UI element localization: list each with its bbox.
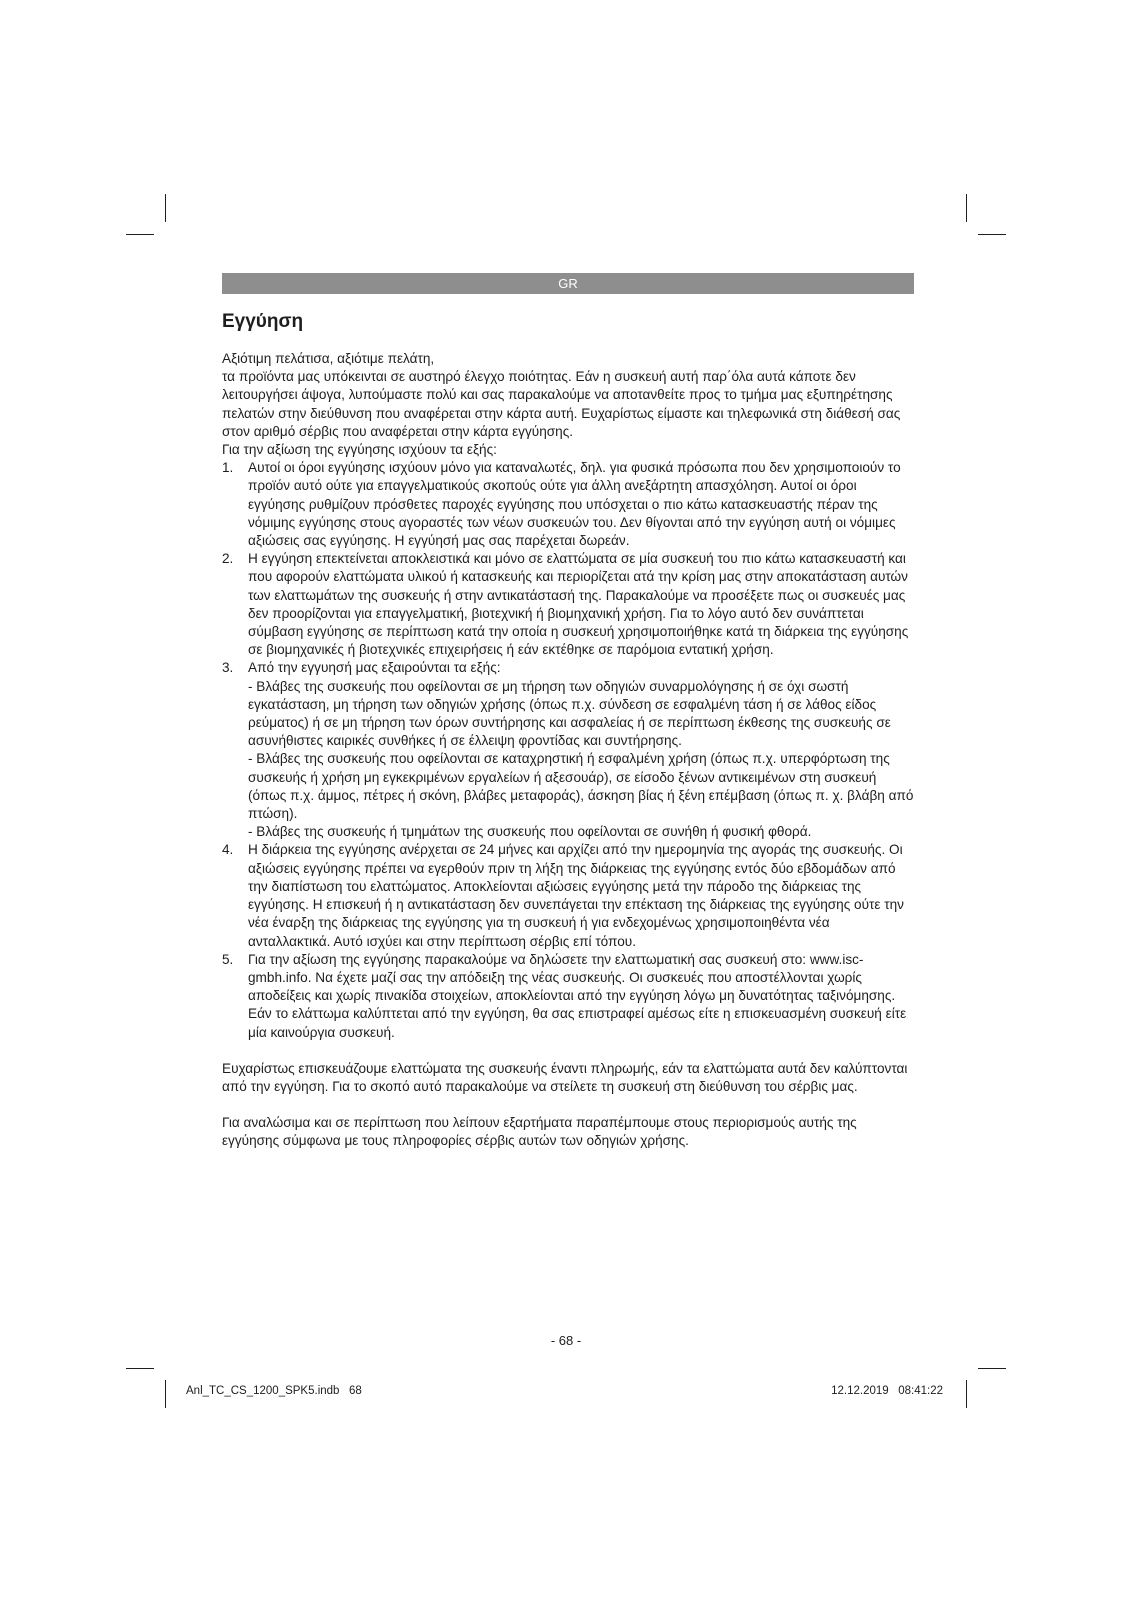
language-code: GR — [558, 276, 578, 291]
crop-mark — [966, 1380, 967, 1408]
condition-text: Για την αξίωση της εγγύησης παρακαλούμε να δηλώσετε την ελαττωματική σας συσκευή στο: www.isc-gmbh.info. Να έχετε μαζί σας την απόδειξη της νέας συσκευής. Οι συσκευές που αποστέλλονται χωρίς αποδείξεις και χωρίς πινακίδα στοιχείων, αποκλείονται από την εγγύηση λόγω μη δυνατότητας ταξινόμησης. Εάν το ελάττωμα καλύπτεται από την εγγύηση, θα σας επιστραφεί αμέσως είτε η επισκευασμένη συσκευή είτε μία καινούργια συσκευή. — [248, 951, 907, 1040]
list-item: 1. Αυτοί οι όροι εγγύησης ισχύουν μόνο για καταναλωτές, δηλ. για φυσικά πρόσωπα που δεν χρησιμοποιούν το προϊόν αυτό ούτε για επαγγελματικούς σκοπούς ούτε για άλλη ανεξάρτητη απασχόληση. Αυτοί οι όροι εγγύησης ρυθμίζουν πρόσθετες παροχές εγγύησης που υπόσχεται ο πιο κάτω κατασκευαστής πέραν της νόμιμης εγγύησης στους αγοραστές των νέων συσκευών του. Δεν θίγονται από την εγγύηση αυτή οι νόμιμες αξιώσεις σας εγγύησης. Η εγγύησή μας σας παρέχεται δωρεάν. — [222, 460, 901, 549]
condition-text: Από την εγγυησή μας εξαιρούνται τα εξής: — [248, 660, 501, 676]
exclusion-item: - Βλάβες της συσκευής ή τμημάτων της συσκευής που οφείλονται σε συνήθη ή φυσική φθορά. — [248, 824, 812, 840]
condition-text: Η εγγύηση επεκτείνεται αποκλειστικά και μόνο σε ελαττώματα σε μία συσκευή του πιο κάτω κατασκευαστή και που αφορούν ελαττώματα υλικού ή κατασκευής και περιορίζεται ατά την κρίση μας στην αποκατάσταση αυτών των ελαττωμάτων της συσκευής ή στην αντικατάστασή της. Παρακαλούμε να προσέξετε πως οι συσκευές μας δεν προορίζονται για επαγγελματική, βιοτεχνική ή βιομηχανική χρήση. Για το λόγο αυτό δεν συνάπτεται σύμβαση εγγύησης σε περίπτωση κατά την οποία η συσκευή χρησιμοποιήθηκε κατά τη διάρκεια της εγγύησης σε βιομηχανικές ή βιοτεχνικές επιχειρήσεις ή εάν εκτέθηκε σε παρόμοια εντατική χρήση. — [248, 551, 909, 658]
list-item: 4. Η διάρκεια της εγγύησης ανέρχεται σε 24 μήνες και αρχίζει από την ημερομηνία της αγοράς της συσκευής. Οι αξιώσεις εγγύησης πρέπει να εγερθούν πριν τη λήξη της διάρκειας της εγγύησης εντός δύο εβδομάδων από την διαπίστωση του ελαττώματος. Αποκλείονται αξιώσεις εγγύησης μετά την πάροδο της διάρκειας της εγγύησης. Η επισκευή ή η αντικατάσταση δεν συνεπάγεται την επέκταση της διάρκειας της εγγύησης ούτε την νέα έναρξη της διάρκειας της εγγύησης για τη συσκευή ή για ενδεχομένως χρησιμοποιηθέντα νέα ανταλλακτικά. Αυτό ισχύει και στην περίπτωση σέρβις επί τόπου. — [222, 842, 904, 949]
salutation: Αξιότιμη πελάτισα, αξιότιμε πελάτη, — [222, 351, 435, 366]
crop-mark — [165, 194, 166, 222]
conditions-lead: Για την αξίωση της εγγύησης ισχύουν τα εξής: — [222, 442, 497, 458]
consumables-paragraph: Για αναλώσιμα και σε περίπτωση που λείπουν εξαρτήματα παραπέμπουμε στους περιορισμούς αυτής της εγγύησης σύμφωνα με τους πληροφορίες σέρβις αυτών των οδηγιών χρήσης. — [222, 1115, 857, 1149]
crop-mark — [978, 234, 1006, 235]
paid-repair-paragraph: Ευχαρίστως επισκευάζουμε ελαττώματα της συσκευής έναντι πληρωμής, εάν τα ελαττώματα αυτά δεν καλύπτονται από την εγγύηση. Για το σκοπό αυτό παρακαλούμε να στείλετε τη συσκευή στη διεύθυνση του σέρβις μας. — [222, 1060, 908, 1094]
crop-mark — [126, 234, 154, 235]
crop-mark — [126, 1368, 154, 1369]
exclusion-item: - Βλάβες της συσκευής που οφείλονται σε καταχρηστική ή εσφαλμένη χρήση (όπως π.χ. υπερφόρτωση της συσκευής ή χρήση μη εγκεκριμένων εργαλείων ή αξεσουάρ), σε είσοδο ξένων αντικειμένων στη συσκευή (όπως π.χ. άμμος, πέτρες ή σκόνη, βλάβες μεταφοράς), άσκηση βίας ή ξένη επέμβαση (όπως π. χ. βλάβη από πτώση). — [248, 751, 914, 822]
page-title: Εγγύηση — [222, 311, 304, 332]
condition-text: Η διάρκεια της εγγύησης ανέρχεται σε 24 μήνες και αρχίζει από την ημερομηνία της αγοράς της συσκευής. Οι αξιώσεις εγγύησης πρέπει να εγερθούν πριν τη λήξη της διάρκειας της εγγύησης εντός δύο εβδομάδων από την διαπίστωση του ελαττώματος. Αποκλείονται αξιώσεις εγγύησης μετά την πάροδο της διάρκειας της εγγύησης. Η επισκευή ή η αντικατάσταση δεν συνεπάγεται την επέκταση της διάρκειας της εγγύησης ούτε την νέα έναρξη της διάρκειας της εγγύησης για τη συσκευή ή για ενδεχομένως χρησιμοποιηθέντα νέα ανταλλακτικά. Αυτό ισχύει και στην περίπτωση σέρβις επί τόπου. — [248, 842, 904, 949]
intro-paragraph: τα προϊόντα μας υπόκεινται σε αυστηρό έλεγχο ποιότητας. Εάν η συσκευή αυτή παρ΄όλα αυτά κάποτε δεν λειτουργήσει άψογα, λυπούμαστε πολύ και σας παρακαλούμε να αποτανθείτε προς το τμήμα μας εξυπηρέτησης πελατών στην διεύθυνση που αναφέρεται στην κάρτα αυτή. Ευχαρίστως είμαστε και τηλεφωνικά στη διάθεσή σας στον αριθμό σέρβις που αναφέρεται στην κάρτα εγγύησης. — [222, 369, 901, 439]
language-header-bar — [222, 273, 914, 294]
footer-filename: Anl_TC_CS_1200_SPK5.indb 68 — [186, 1385, 362, 1397]
list-item: 3. Από την εγγυησή μας εξαιρούνται τα εξής: - Βλάβες της συσκευής που οφείλονται σε μη τήρηση των οδηγιών συναρμολόγησης ή σε όχι σωστή εγκατάσταση, μη τήρηση των οδηγιών χρήσης (όπως π.χ. σύνδεση σε εσφαλμένη τάση ή σε λάθος είδος ρεύματος) ή σε μη τήρηση των όρων συντήρησης και ασφαλείας ή σε περίπτωση έκθεσης της συσκευής σε ασυνήθιστες καιρικές συνθήκες ή σε έλλειψη φροντίδας και συντήρησης. - Βλάβες της συσκευής που οφείλονται σε καταχρηστική ή εσφαλμένη χρήση (όπως π.χ. υπερφόρτωση της συσκευής ή χρήση μη εγκεκριμένων εργαλείων ή αξεσουάρ), σε είσοδο ξένων αντικειμένων στη συσκευή (όπως π.χ. άμμος, πέτρες ή σκόνη, βλάβες μεταφοράς), άσκηση βίας ή ξένη επέμβαση (όπως π. χ. βλάβη από πτώση). - Βλάβες της συσκευής ή τμημάτων της συσκευής που οφείλονται σε συνήθη ή φυσική φθορά. — [222, 659, 914, 841]
warranty-text — [222, 350, 914, 1151]
conditions-list — [222, 459, 914, 1042]
exclusion-item: - Βλάβες της συσκευής που οφείλονται σε μη τήρηση των οδηγιών συναρμολόγησης ή σε όχι σωστή εγκατάσταση, μη τήρηση των οδηγιών χρήσης (όπως π.χ. σύνδεση σε εσφαλμένη τάση ή σε λάθος είδος ρεύματος) ή σε μη τήρηση των όρων συντήρησης και ασφαλείας ή σε περίπτωση έκθεσης της συσκευής σε ασυνήθιστες καιρικές συνθήκες ή σε έλλειψη φροντίδας και συντήρησης. — [248, 678, 891, 749]
crop-mark — [966, 194, 967, 222]
list-item: 5. Για την αξίωση της εγγύησης παρακαλούμε να δηλώσετε την ελαττωματική σας συσκευή στο: www.isc-gmbh.info. Να έχετε μαζί σας την απόδειξη της νέας συσκευής. Οι συσκευές που αποστέλλονται χωρίς αποδείξεις και χωρίς πινακίδα στοιχείων, αποκλείονται από την εγγύηση λόγω μη δυνατότητας ταξινόμησης. Εάν το ελάττωμα καλύπτεται από την εγγύηση, θα σας επιστραφεί αμέσως είτε η επισκευασμένη συσκευή είτε μία καινούργια συσκευή. — [222, 951, 907, 1040]
footer-timestamp: 12.12.2019 08:41:22 — [831, 1385, 943, 1397]
crop-mark — [978, 1368, 1006, 1369]
page-number: - 68 - — [550, 1333, 582, 1348]
list-item: 2. Η εγγύηση επεκτείνεται αποκλειστικά και μόνο σε ελαττώματα σε μία συσκευή του πιο κάτω κατασκευαστή και που αφορούν ελαττώματα υλικού ή κατασκευής και περιορίζεται ατά την κρίση μας στην αποκατάσταση αυτών των ελαττωμάτων της συσκευής ή στην αντικατάστασή της. Παρακαλούμε να προσέξετε πως οι συσκευές μας δεν προορίζονται για επαγγελματική, βιοτεχνική ή βιομηχανική χρήση. Για το λόγο αυτό δεν συνάπτεται σύμβαση εγγύησης σε περίπτωση κατά την οποία η συσκευή χρησιμοποιήθηκε κατά τη διάρκεια της εγγύησης σε βιομηχανικές ή βιοτεχνικές επιχειρήσεις ή εάν εκτέθηκε σε παρόμοια εντατική χρήση. — [222, 551, 909, 658]
crop-mark — [165, 1380, 166, 1408]
condition-text: Αυτοί οι όροι εγγύησης ισχύουν μόνο για καταναλωτές, δηλ. για φυσικά πρόσωπα που δεν χρησιμοποιούν το προϊόν αυτό ούτε για επαγγελματικούς σκοπούς ούτε για άλλη ανεξάρτητη απασχόληση. Αυτοί οι όροι εγγύησης ρυθμίζουν πρόσθετες παροχές εγγύησης που υπόσχεται ο πιο κάτω κατασκευαστής πέραν της νόμιμης εγγύησης στους αγοραστές των νέων συσκευών του. Δεν θίγονται από την εγγύηση αυτή οι νόμιμες αξιώσεις σας εγγύησης. Η εγγύησή μας σας παρέχεται δωρεάν. — [248, 460, 901, 549]
